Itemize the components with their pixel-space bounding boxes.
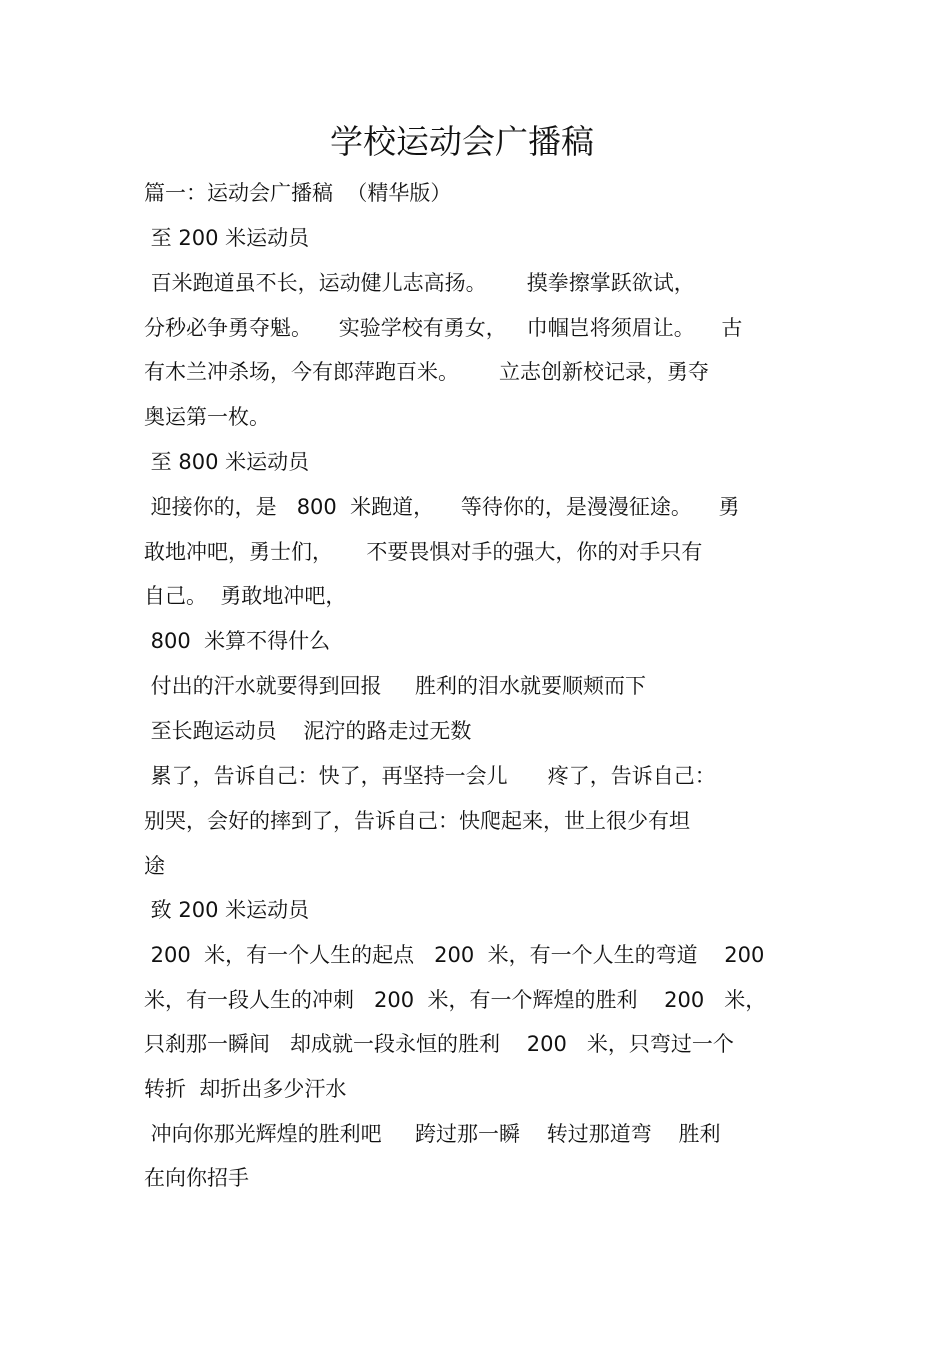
text-line: 百米跑道虽不长，运动健儿志高扬。 摸拳擦掌跃欲试， [144, 271, 695, 295]
text-line: 自己。 勇敢地冲吧， [144, 584, 347, 608]
text-line: 付出的汗水就要得到回报 胜利的泪水就要顺颊而下 [144, 674, 647, 698]
text-line: 分秒必争勇夺魁。 实验学校有勇女， 巾帼岂将须眉让。 古 [144, 316, 743, 340]
document-title: 学校运动会广播稿 [330, 122, 594, 161]
text-line: 转折 却折出多少汗水 [144, 1077, 347, 1101]
text-line: 累了，告诉自己：快了，再坚持一会儿 疼了，告诉自己： [144, 764, 716, 788]
text-line: 至长跑运动员 泥泞的路走过无数 [144, 719, 472, 743]
text-line: 至 800 米运动员 [144, 450, 310, 474]
text-line: 在向你招手 [144, 1166, 249, 1190]
text-line: 只刹那一瞬间 却成就一段永恒的胜利 200 米，只弯过一个 [144, 1032, 734, 1056]
text-line: 至 200 米运动员 [144, 226, 310, 250]
text-line: 冲向你那光辉煌的胜利吧 跨过那一瞬 转过那道弯 胜利 [144, 1122, 721, 1146]
text-line: 有木兰冲杀场，今有郎萍跑百米。 立志创新校记录，勇夺 [144, 360, 710, 384]
text-line: 800 米算不得什么 [144, 629, 331, 653]
text-line: 200 米，有一个人生的起点 200 米，有一个人生的弯道 200 [144, 943, 765, 967]
text-line: 米，有一段人生的冲刺 200 米，有一个辉煌的胜利 200 米， [144, 988, 767, 1012]
text-line: 别哭，会好的摔到了，告诉自己：快爬起来，世上很少有坦 [144, 809, 690, 833]
text-line: 途 [144, 854, 165, 878]
text-line: 奥运第一枚。 [144, 405, 270, 429]
text-line: 篇一：运动会广播稿 （精华版） [144, 181, 452, 205]
text-line: 迎接你的，是 800 米跑道， 等待你的，是漫漫征途。 勇 [144, 495, 740, 519]
text-line: 敢地冲吧，勇士们， 不要畏惧对手的强大，你的对手只有 [144, 540, 703, 564]
text-line: 致 200 米运动员 [144, 898, 310, 922]
